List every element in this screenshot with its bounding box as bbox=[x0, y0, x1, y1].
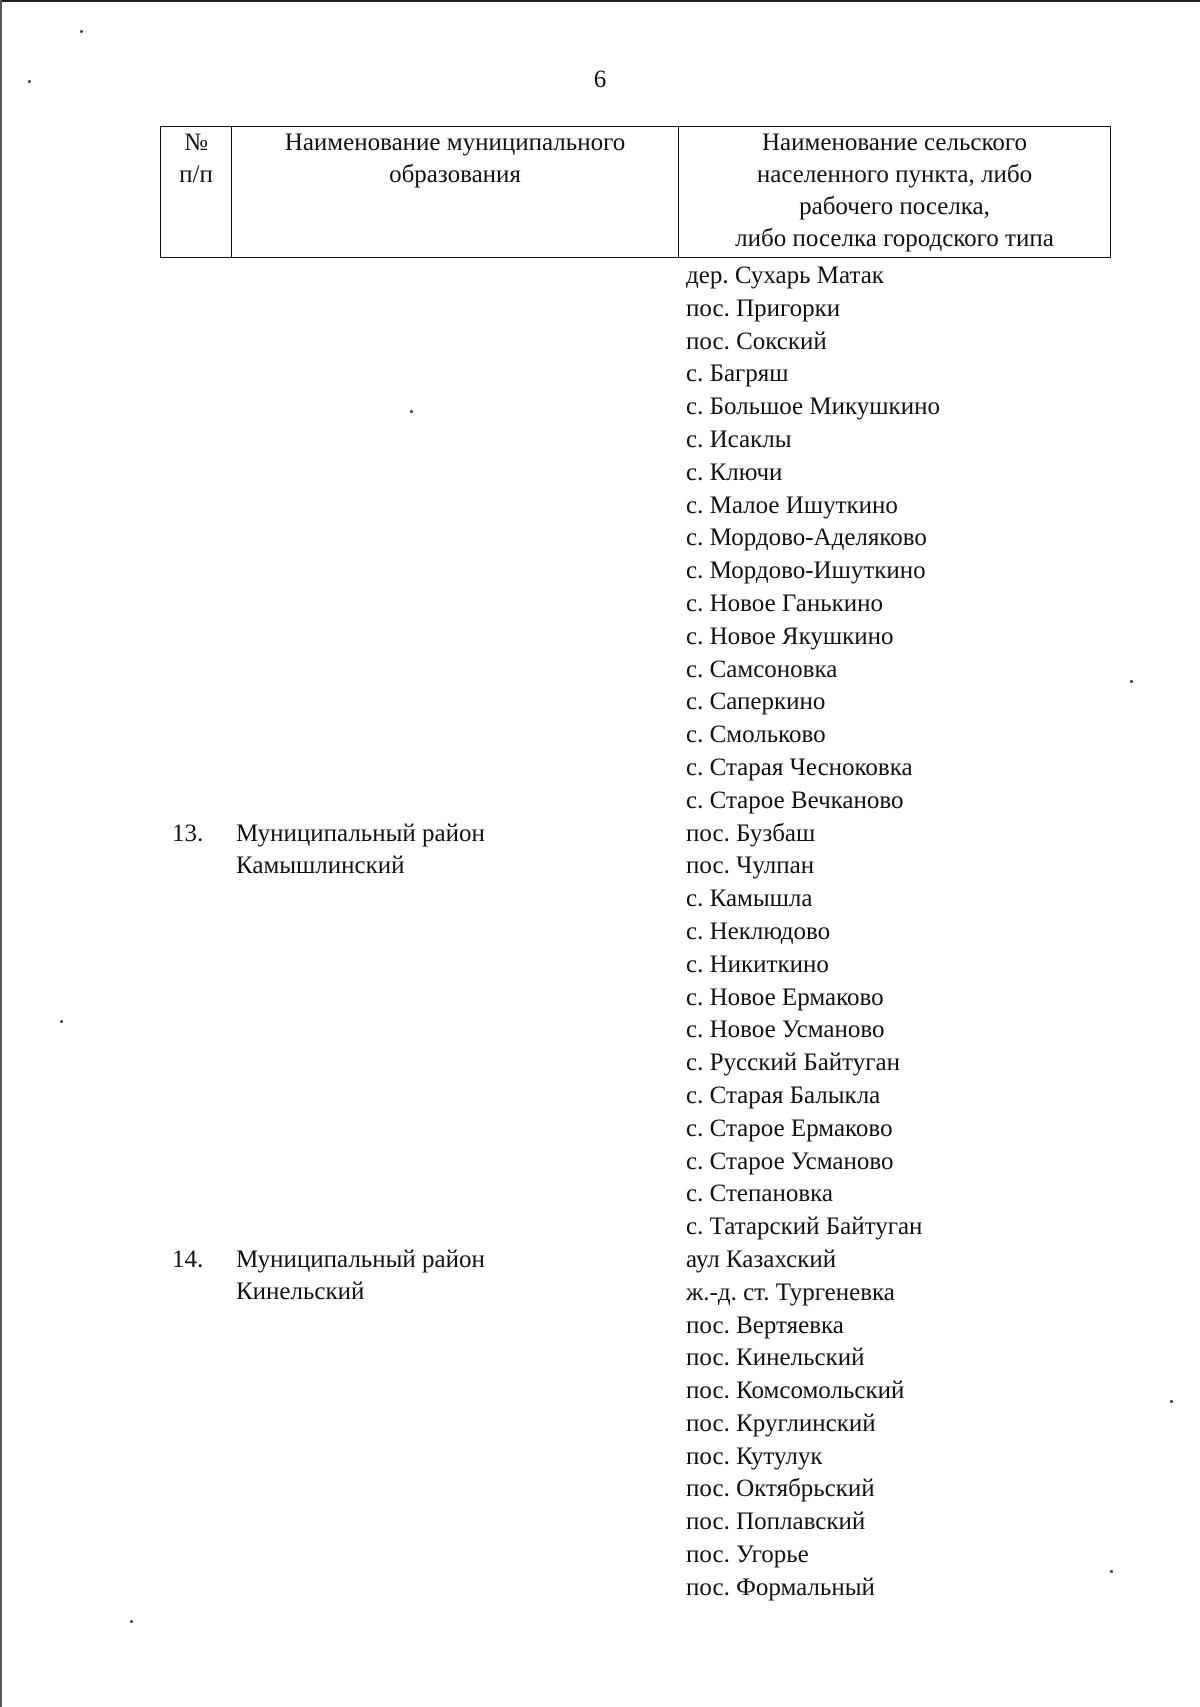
settlement-item: с. Новое Ганькино bbox=[686, 589, 884, 617]
scan-speck bbox=[410, 410, 413, 413]
settlement-item: с. Камышла bbox=[686, 885, 813, 913]
scan-speck bbox=[130, 1620, 133, 1623]
header-settlement-line: рабочего поселка, bbox=[799, 193, 990, 220]
settlement-item: с. Старое Вечканово bbox=[686, 786, 904, 814]
municipality-name-line: Муниципальный район bbox=[236, 1245, 485, 1273]
municipality-number: 13. bbox=[172, 819, 204, 847]
settlement-item: пос. Сокский bbox=[686, 327, 827, 355]
settlement-item: пос. Комсомольский bbox=[686, 1377, 905, 1405]
municipality-name-line: Кинельский bbox=[236, 1278, 365, 1306]
settlement-item: с. Малое Ишуткино bbox=[686, 491, 898, 519]
settlement-item: с. Старая Балыкла bbox=[686, 1081, 881, 1109]
settlement-item: дер. Сухарь Матак bbox=[686, 262, 884, 289]
municipality-name-line: Камышлинский bbox=[236, 852, 405, 880]
header-settlement-line: либо поселка городского типа bbox=[735, 225, 1054, 252]
header-settlement-line: Наименование сельского bbox=[762, 129, 1027, 156]
settlement-item: с. Большое Микушкино bbox=[686, 393, 940, 421]
settlement-item: с. Багряш bbox=[686, 360, 789, 388]
settlement-item: с. Старое Усманово bbox=[686, 1147, 894, 1175]
settlement-item: с. Неклюдово bbox=[686, 917, 831, 945]
scan-edge-top bbox=[0, 0, 1200, 2]
scan-speck bbox=[1130, 680, 1133, 683]
scan-speck bbox=[80, 30, 83, 33]
settlement-item: с. Никиткино bbox=[686, 950, 829, 978]
municipality-name-line: Муниципальный район bbox=[236, 819, 485, 847]
settlement-item: пос. Поплавский bbox=[686, 1508, 866, 1536]
settlement-item: аул Казахский bbox=[686, 1245, 837, 1273]
settlement-item: пос. Бузбаш bbox=[686, 819, 816, 847]
header-municipality-column bbox=[232, 127, 679, 257]
settlement-item: с. Татарский Байтуган bbox=[686, 1213, 923, 1241]
header-municipality-line: Наименование муниципального bbox=[284, 129, 626, 156]
scan-speck bbox=[1110, 1570, 1113, 1573]
settlement-item: с. Новое Усманово bbox=[686, 1016, 885, 1044]
settlement-item: пос. Формальный bbox=[686, 1573, 875, 1601]
settlement-item: с. Новое Якушкино bbox=[686, 622, 894, 650]
settlement-item: с. Ключи bbox=[686, 458, 783, 486]
municipality-name bbox=[236, 818, 485, 884]
scan-speck bbox=[28, 80, 31, 83]
scan-speck bbox=[1170, 1400, 1173, 1403]
header-number-line: № bbox=[184, 129, 208, 156]
settlement-item: с. Саперкино bbox=[686, 688, 826, 716]
settlement-item: с. Старое Ермаково bbox=[686, 1114, 893, 1142]
settlement-item: пос. Пригорки bbox=[686, 294, 841, 322]
settlement-item: с. Самсоновка bbox=[686, 655, 838, 683]
scan-speck bbox=[60, 1020, 63, 1023]
municipality-number: 14. bbox=[172, 1245, 204, 1273]
settlement-item: с. Степановка bbox=[686, 1180, 833, 1208]
header-number-column bbox=[161, 127, 232, 257]
municipality-name bbox=[236, 1244, 485, 1310]
settlement-item: с. Исаклы bbox=[686, 425, 792, 453]
header-number-line: п/п bbox=[179, 161, 213, 188]
scan-edge-left bbox=[0, 0, 2, 1707]
settlement-item: с. Старая Чесноковка bbox=[686, 753, 913, 781]
settlement-item: с. Мордово-Ишуткино bbox=[686, 557, 926, 585]
table-header bbox=[160, 126, 1111, 258]
settlement-item: с. Мордово-Аделяково bbox=[686, 524, 927, 552]
page-number: 6 bbox=[593, 66, 607, 93]
settlement-item: пос. Вертяевка bbox=[686, 1311, 844, 1339]
header-municipality-line: образования bbox=[389, 161, 521, 188]
settlement-item: ж.-д. ст. Тургеневка bbox=[686, 1278, 895, 1306]
settlement-item: с. Русский Байтуган bbox=[686, 1049, 901, 1077]
settlement-list bbox=[686, 260, 940, 1605]
header-settlement-column bbox=[679, 127, 1110, 257]
settlement-item: пос. Чулпан bbox=[686, 852, 815, 880]
settlement-item: пос. Круглинский bbox=[686, 1409, 876, 1437]
settlement-item: с. Новое Ермаково bbox=[686, 983, 884, 1011]
settlement-item: с. Смольково bbox=[686, 721, 826, 749]
settlement-item: пос. Угорье bbox=[686, 1541, 809, 1569]
settlement-item: пос. Кутулук bbox=[686, 1442, 823, 1470]
settlement-item: пос. Октябрьский bbox=[686, 1475, 875, 1503]
settlement-item: пос. Кинельский bbox=[686, 1344, 865, 1372]
header-settlement-line: населенного пункта, либо bbox=[756, 161, 1033, 188]
